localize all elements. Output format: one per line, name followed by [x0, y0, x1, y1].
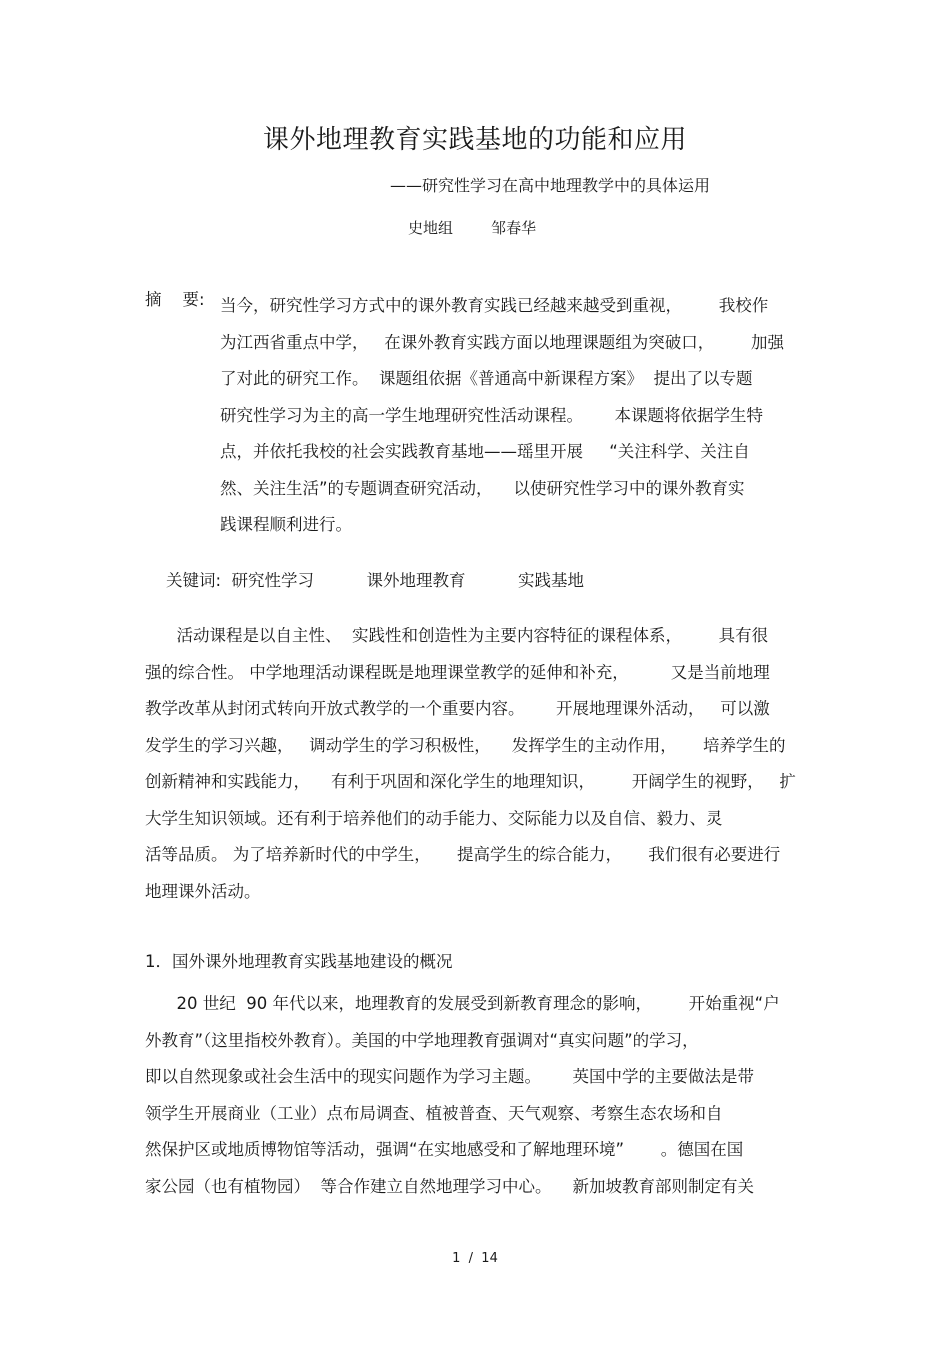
abstract-label: 摘 要: — [145, 290, 205, 309]
abstract-line: 为江西省重点中学， 在课外教育实践方面以地理课题组为突破口， 加强 — [220, 332, 784, 352]
paragraph-line: 20 世纪 90 年代以来，地理教育的发展受到新教育理念的影响， 开始重视“户 — [145, 994, 780, 1013]
keywords-row — [145, 545, 584, 617]
keyword-item: 实践基地 — [517, 571, 584, 590]
document-title: 课外地理教育实践基地的功能和应用 — [262, 125, 687, 155]
intro-paragraph — [145, 618, 815, 910]
abstract-line: 研究性学习为主的高一学生地理研究性活动课程。 本课题将依据学生特 — [220, 405, 763, 425]
abstract-body — [220, 288, 810, 544]
paragraph-line: 活等品质。 为了培养新时代的中学生， 提高学生的综合能力， 我们很有必要进行 — [145, 845, 781, 864]
document-authors: 史地组 邹春华 — [408, 219, 537, 237]
section-heading: 1．国外课外地理教育实践基地建设的概况 — [145, 952, 453, 971]
keyword-item: 研究性学习 — [231, 571, 315, 590]
paragraph-line: 家公园（也有植物园） 等合作建立自然地理学习中心。 新加坡教育部则制定有关 — [145, 1176, 754, 1196]
paragraph-line: 即以自然现象或社会生活中的现实问题作为学习主题。 英国中学的主要做法是带 — [145, 1067, 754, 1086]
paragraph-line: 发学生的学习兴趣， 调动学生的学习积极性， 发挥学生的主动作用， 培养学生的 — [145, 735, 786, 755]
section-paragraph — [145, 986, 815, 1205]
paragraph-line: 活动课程是以自主性、 实践性和创造性为主要内容特征的课程体系， 具有很 — [145, 626, 769, 645]
paragraph-line: 领学生开展商业（工业）点布局调查、植被普查、天气观察、考察生态农场和自 — [145, 1103, 723, 1123]
abstract-line: 当今，研究性学习方式中的课外教育实践已经越来越受到重视， 我校作 — [220, 296, 769, 315]
paragraph-line: 创新精神和实践能力， 有利于巩固和深化学生的地理知识， 开阔学生的视野， 扩 — [145, 772, 796, 791]
keyword-item: 课外地理教育 — [366, 571, 466, 590]
paragraph-line: 强的综合性。 中学地理活动课程既是地理课堂教学的延伸和补充， 又是当前地理 — [145, 662, 770, 682]
keywords-label: 关键词: — [165, 571, 222, 590]
paragraph-line: 然保护区或地质博物馆等活动，强调“在实地感受和了解地理环境” 。德国在国 — [145, 1140, 744, 1159]
paragraph-line: 教学改革从封闭式转向开放式教学的一个重要内容。 开展地理课外活动， 可以激 — [145, 699, 770, 718]
abstract-line: 践课程顺利进行。 — [220, 515, 352, 534]
abstract-line: 点，并依托我校的社会实践教育基地——瑶里开展 “关注科学、关注自 — [220, 442, 750, 461]
abstract-line: 然、关注生活”的专题调查研究活动， 以使研究性学习中的课外教育实 — [220, 478, 745, 498]
paragraph-line: 大学生知识领域。还有利于培养他们的动手能力、交际能力以及自信、毅力、灵 — [145, 808, 723, 828]
abstract-line: 了对此的研究工作。 课题组依据《普通高中新课程方案》 提出了以专题 — [220, 369, 753, 388]
page-number: 1 / 14 — [452, 1251, 498, 1266]
paragraph-line: 外教育”（这里指校外教育）。美国的中学地理教育强调对“真实问题”的学习， — [145, 1030, 699, 1050]
paragraph-line: 地理课外活动。 — [145, 881, 261, 901]
document-subtitle: ——研究性学习在高中地理教学中的具体运用 — [390, 176, 711, 195]
